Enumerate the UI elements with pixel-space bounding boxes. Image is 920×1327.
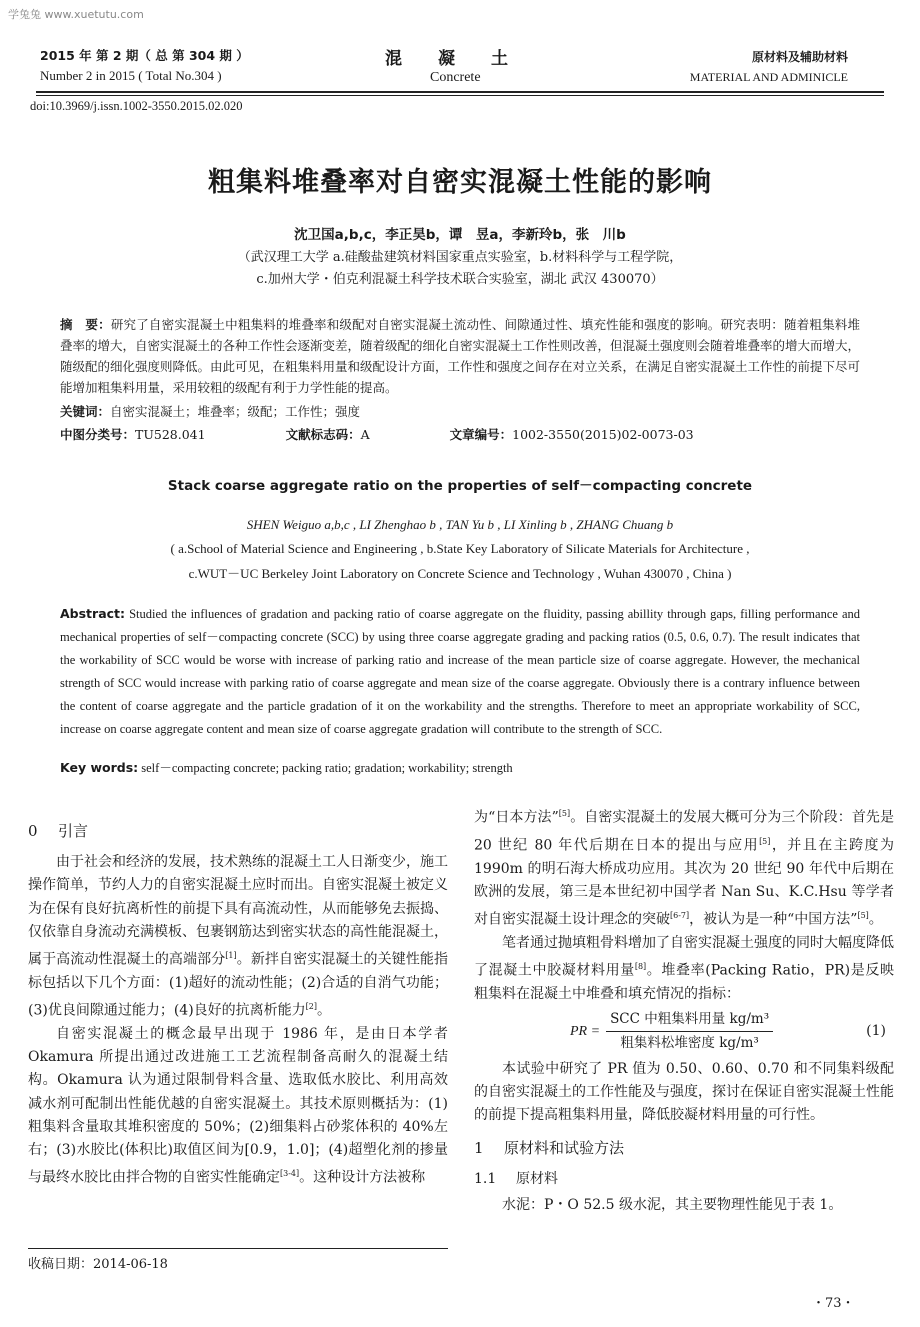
- equation-1: [474, 1008, 894, 1055]
- authors-cn: 沈卫国a,b,c，李正昊b，谭 昱a，李新玲b，张 川b: [294, 227, 626, 243]
- column-name-cn: 原材料及辅助材料: [751, 50, 848, 64]
- journal-name-cn: 混凝土: [385, 49, 544, 69]
- doi: doi:10.3969/j.issn.1002-3550.2015.02.020: [30, 99, 243, 113]
- column-name-en: MATERIAL AND ADMINICLE: [689, 70, 848, 84]
- doc-code: 文献标志码：A: [285, 427, 370, 442]
- section-1-1-heading: 1.1 原材料: [474, 1171, 558, 1188]
- classification-row: [60, 425, 860, 443]
- header-rule-thick: [36, 91, 884, 93]
- article-number: 文章编号：1002-3550(2015)02-0073-03: [449, 427, 694, 442]
- received-date: 收稿日期：2014-06-18: [28, 1257, 168, 1272]
- affiliation-cn-2: c.加州大学・伯克利混凝土科学技术联合实验室，湖北 武汉 430070）: [256, 272, 664, 287]
- equation-numerator: SCC 中粗集料用量 kg/m³: [606, 1008, 773, 1032]
- issue-info-en: Number 2 in 2015 ( Total No.304 ): [40, 68, 222, 83]
- issue-info-cn: 2015 年 第 2 期（ 总 第 304 期 ）: [40, 48, 249, 63]
- left-column: [28, 816, 448, 1190]
- footnote-rule: [28, 1248, 448, 1249]
- affiliation-en-2: c.WUT－UC Berkeley Joint Laboratory on Concrete Science and Technology , Wuhan 430070 , China ): [188, 566, 732, 581]
- right-paragraph-2: 笔者通过抛填粗骨料增加了自密实混凝土强度的同时大幅度降低了混凝土中胶凝材料用量[8]。堆叠率(Packing Ratio，PR)是反映粗集料在混凝土中堆叠和填充情况的指标：: [474, 934, 894, 1003]
- right-paragraph-3: 本试验中研究了 PR 值为 0.50、0.60、0.70 和不同集料级配的自密实混凝土的工作性能及与强度，探讨在保证自密实混凝土性能的前提下提高粗集料用量，降低胶凝材料用量的可行性。: [474, 1060, 894, 1124]
- abstract-cn: [60, 314, 860, 398]
- clc-code: 中图分类号：TU528.041: [60, 427, 206, 442]
- section-0-heading: 0 引言: [28, 822, 89, 840]
- abstract-en-label: Abstract:: [60, 606, 126, 621]
- equation-number: (1): [866, 1023, 886, 1040]
- intro-paragraph-1: 由于社会和经济的发展，技术熟练的混凝土工人日渐变少，施工操作简单，节约人力的自密实混凝土应时而出。自密实混凝土被定义为在保有良好抗离析性的前提下具有高流动性，从而能够免去振捣、仅依靠自身流动充满模板、包裹钢筋达到密实状态的高性能混凝土，属于高流动性混凝土的高端部分[1]。新拌自密实混凝土的关键性能指标包括以下几个方面：(1)超好的流动性能；(2)合适的自消气功能；(3)优良间隙通过能力；(4)良好的抗离析能力[2]。: [28, 854, 449, 1019]
- right-column: [474, 802, 894, 1217]
- abstract-cn-text: 研究了自密实混凝土中粗集料的堆叠率和级配对自密实混凝土流动性、间隙通过性、填充性能和强度的影响。研究表明：随着粗集料堆叠率的增大，自密实混凝土的各种工作性会逐渐变差，随着级配的细化自密实混凝土工作性则改善，但混凝土强度则会随着堆叠率的增大而增大，随级配的细化强度则降低。由此可见，在粗集料用量和级配设计方面，工作性和强度之间存在对立关系，在满足自密实混凝土工作性的前提下尽可能增加粗集料用量，采用较粗的级配有利于力学性能的提高。: [60, 317, 861, 395]
- header-rule-thin: [36, 95, 884, 96]
- watermark: 学兔兔 www.xuetutu.com: [8, 8, 144, 21]
- equation-fraction: [606, 1008, 773, 1055]
- equation-lhs: PR =: [570, 1024, 601, 1040]
- abstract-en: [60, 602, 860, 741]
- keywords-en: [60, 758, 860, 776]
- keywords-cn-text: 自密实混凝土；堆叠率；级配；工作性；强度: [110, 404, 361, 419]
- paper-title-en: Stack coarse aggregate ratio on the properties of self－compacting concrete: [167, 478, 753, 494]
- right-paragraph-1: 为“日本方法”[5]。自密实混凝土的发展大概可分为三个阶段：首先是 20 世纪 80 年代后期在日本的提出与应用[5]，并且在主跨度为 1990m 的明石海大桥成功应用。其次为 20 世纪 90 年代中后期在欧洲的发展，第三是本世纪初中国学者 Nan Su、K.C.Hsu 等学者对自密实混凝土设计理念的突破[6-7]，被认为是一种“中国方法”[5]。: [474, 809, 894, 928]
- keywords-cn-label: 关键词：: [60, 404, 111, 419]
- right-paragraph-4: 水泥：P・O 52.5 级水泥，其主要物理性能见于表 1。: [502, 1196, 843, 1213]
- affiliation-en-1: ( a.School of Material Science and Engineering , b.State Key Laboratory of Silicate Materials for Architecture ,: [170, 541, 750, 556]
- page-number: ・73・: [812, 1296, 855, 1311]
- authors-en: SHEN Weiguo a,b,c , LI Zhenghao b , TAN Yu b , LI Xinling b , ZHANG Chuang b: [246, 517, 674, 532]
- keywords-en-text: self－compacting concrete; packing ratio; gradation; workability; strength: [141, 761, 513, 775]
- journal-name-en: Concrete: [430, 70, 481, 85]
- keywords-en-label: Key words:: [60, 760, 139, 775]
- abstract-cn-label: 摘 要：: [60, 317, 111, 332]
- intro-paragraph-2: 自密实混凝土的概念最早出现于 1986 年，是由日本学者 Okamura 所提出通过改进施工工艺流程制备高耐久的混凝土结构。Okamura 认为通过限制骨料含量、选取低水胶比、利用高效减水剂可配制出性能优越的自密实混凝土。其技术原则概括为：(1)粗集料含量取其堆积密度的 50%；(2)细集料占砂浆体积的 40%左右；(3)水胶比(体积比)取值区间为[0.9，1.0]；(4)超塑化剂的掺量与最终水胶比由拌合物的自密实性能确定[3-4]。这种设计方法被称: [28, 1025, 448, 1186]
- equation-denominator: 粗集料松堆密度 kg/m³: [620, 1035, 759, 1052]
- paper-title: 粗集料堆叠率对自密实混凝土性能的影响: [208, 167, 712, 198]
- affiliation-cn-1: （武汉理工大学 a.硅酸盐建筑材料国家重点实验室，b.材料科学与工程学院，: [237, 250, 683, 265]
- keywords-cn: [60, 402, 860, 420]
- section-1-heading: 1 原材料和试验方法: [474, 1139, 625, 1158]
- abstract-en-text: Studied the influences of gradation and packing ratio of coarse aggregate on the fluidity, passing abillity through gaps, filling performance and mechanical properties of self－compacting concrete (SCC) by using three coarse aggregate grading and packing ratios (0.5, 0.6, 0.7). The result indicates that the workability of SCC would be worse with increase of parking ratio and increase of the mean particle size of coarse aggregate. However, the mechanical strength of SCC would increase with parking ratio of coarse aggregate and mean size of the coarse aggregate. Obviously there is a contrary influence between the content of coarse aggregate and the particle gradation of it on the workability and the strengths. Therefore to meet an appropriate workability of SCC, increase on coarse aggregate content and mean size of coarse aggregate gradation will contribute to the strength of SCC.: [60, 607, 860, 736]
